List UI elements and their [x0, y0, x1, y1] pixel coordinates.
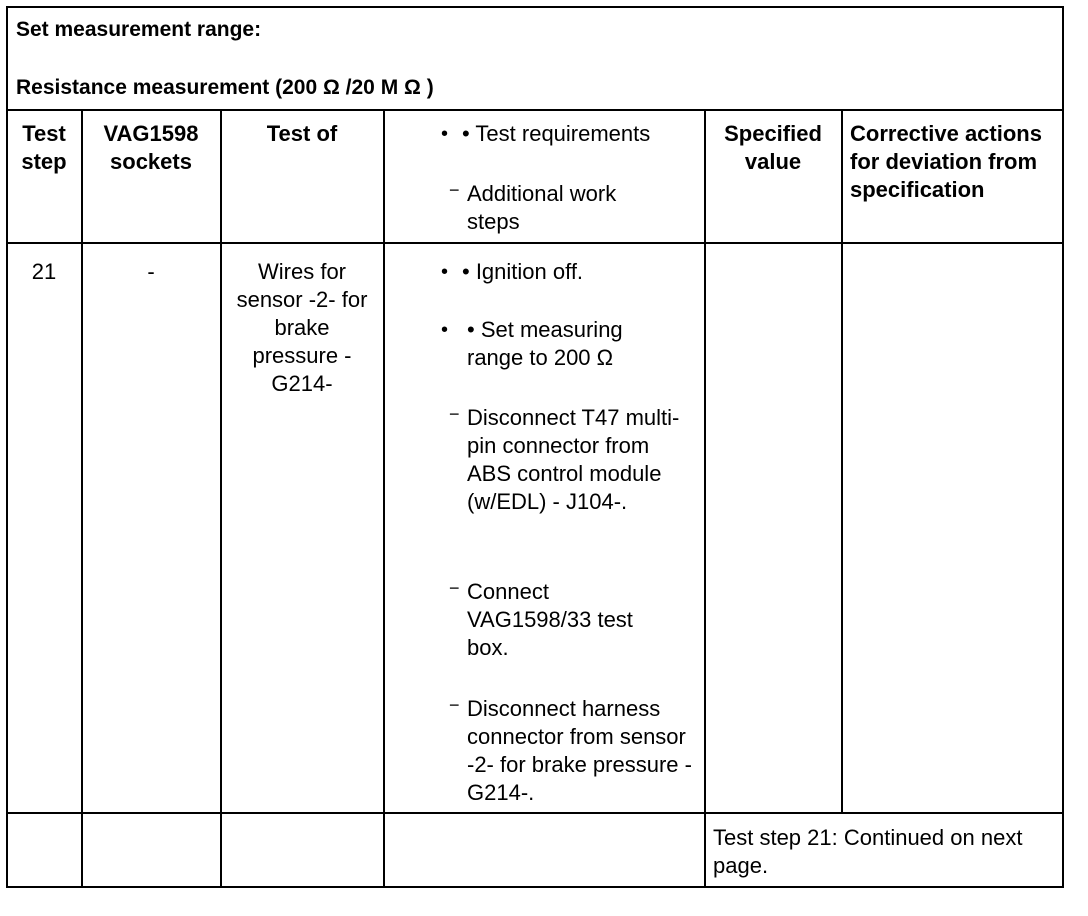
col-divider-5	[841, 109, 843, 814]
col-header-test-of: Test of	[266, 121, 338, 146]
dash-marker: −	[449, 695, 460, 715]
col-header-requirements: • Test requirements	[462, 121, 651, 146]
dash-marker: −	[449, 578, 460, 598]
col-divider-3	[383, 109, 385, 886]
col-header-sockets: VAG1598 sockets	[103, 121, 199, 174]
work-step-item: Disconnect harness connector from sensor -2- for brake pressure -G214-.	[467, 696, 692, 805]
test-of-value: Wires for sensor -2- for brake pressure - G214-	[236, 259, 368, 396]
test-step-number: 21	[31, 259, 57, 284]
col-header-additional: Additional work steps	[467, 181, 617, 234]
sockets-value: -	[147, 259, 155, 284]
continued-note: Test step 21: Continued on next page.	[713, 825, 1023, 878]
requirement-item: • Ignition off.	[462, 259, 584, 284]
col-header-corrective: Corrective actions for deviation from specification	[850, 121, 1042, 202]
work-step-item: Connect VAG1598/33 test box.	[467, 579, 633, 660]
col-header-test-step: Test step	[21, 121, 67, 174]
bullet-marker: •	[441, 261, 449, 283]
bullet-marker: •	[441, 123, 449, 145]
col-divider-4	[704, 109, 706, 886]
dash-marker: −	[449, 180, 460, 200]
requirement-item: • Set measuring range to 200 Ω	[467, 317, 623, 370]
col-divider-1	[81, 109, 83, 886]
measurement-range-title: Set measurement range:	[16, 18, 262, 41]
bullet-marker: •	[441, 319, 449, 341]
work-step-item: Disconnect T47 multi-pin connector from ABS control module (w/EDL) - J104-.	[467, 405, 680, 514]
resistance-measurement-title: Resistance measurement (200 Ω /20 M Ω )	[16, 76, 434, 99]
col-header-specified: Specified value	[724, 121, 822, 174]
table-header-banner	[8, 8, 1062, 111]
test-table	[6, 6, 1064, 888]
dash-marker: −	[449, 404, 460, 424]
col-divider-2	[220, 109, 222, 886]
row-divider-footer	[8, 812, 1062, 814]
row-divider-header	[8, 242, 1062, 244]
